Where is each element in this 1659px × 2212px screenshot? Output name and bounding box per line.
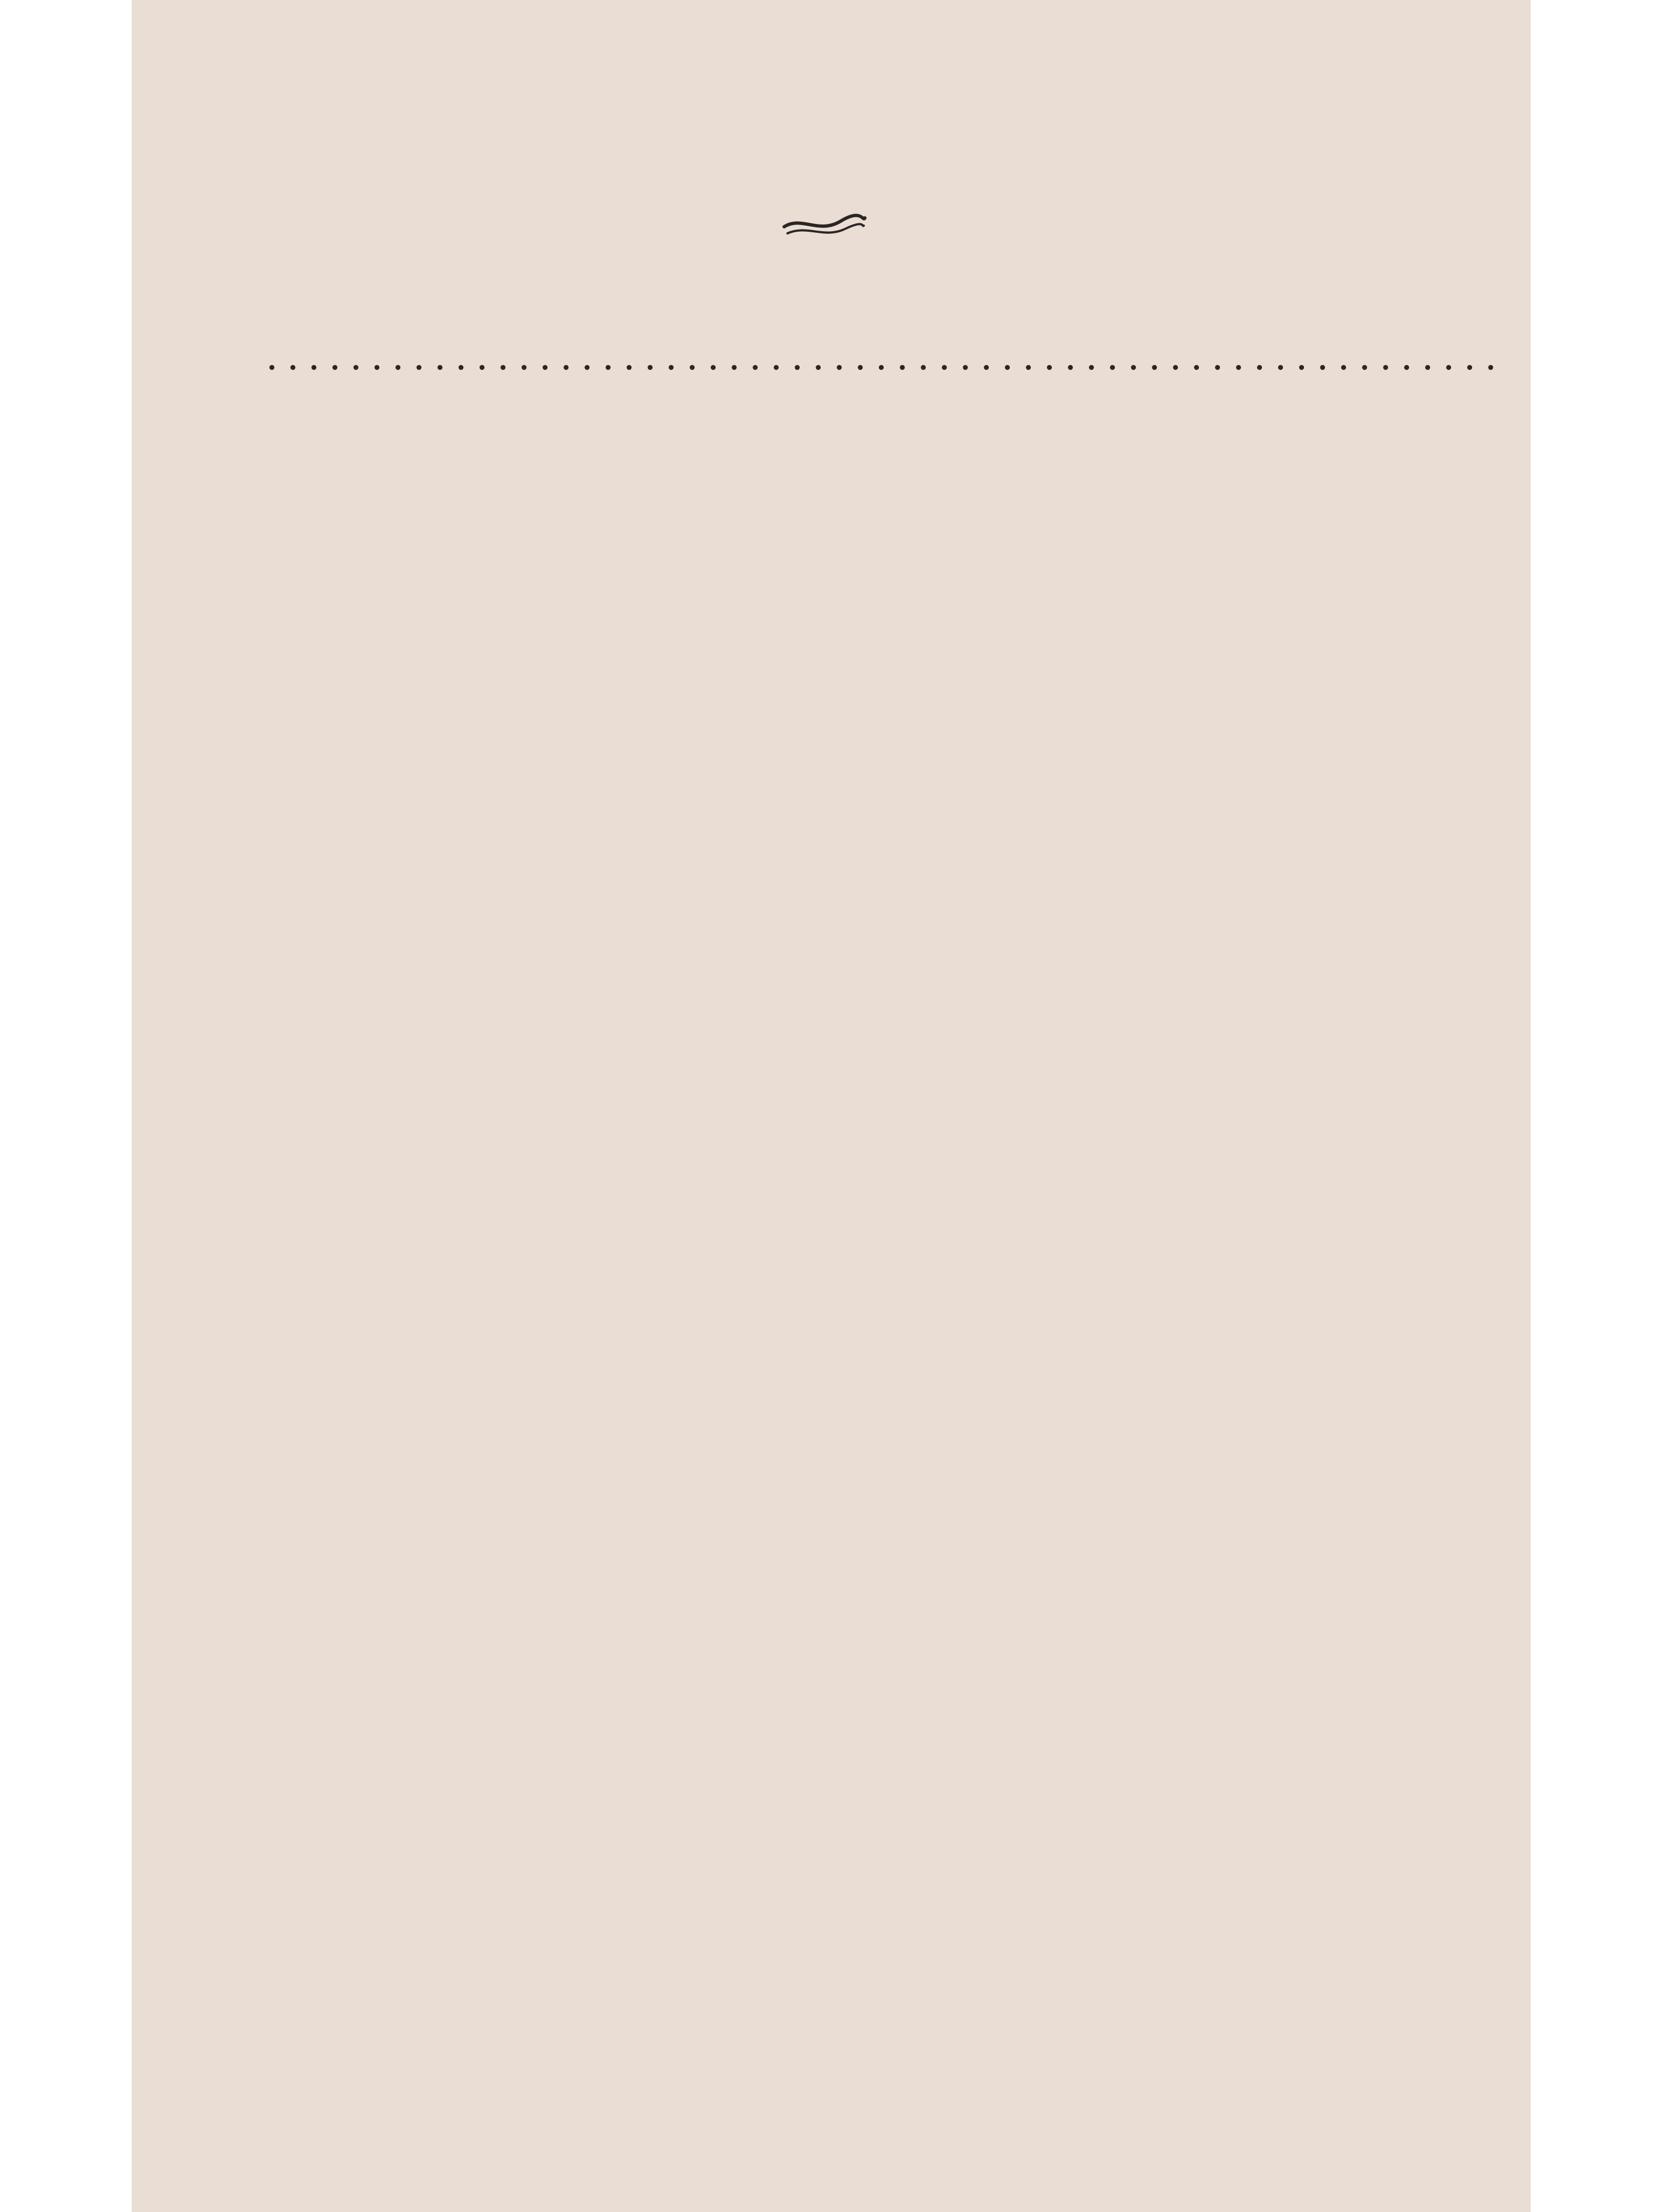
flourish-ornament-icon	[780, 208, 868, 241]
dot-leader	[268, 332, 1503, 380]
intro-entry[interactable]	[264, 332, 1506, 380]
book-page	[132, 0, 1531, 2212]
